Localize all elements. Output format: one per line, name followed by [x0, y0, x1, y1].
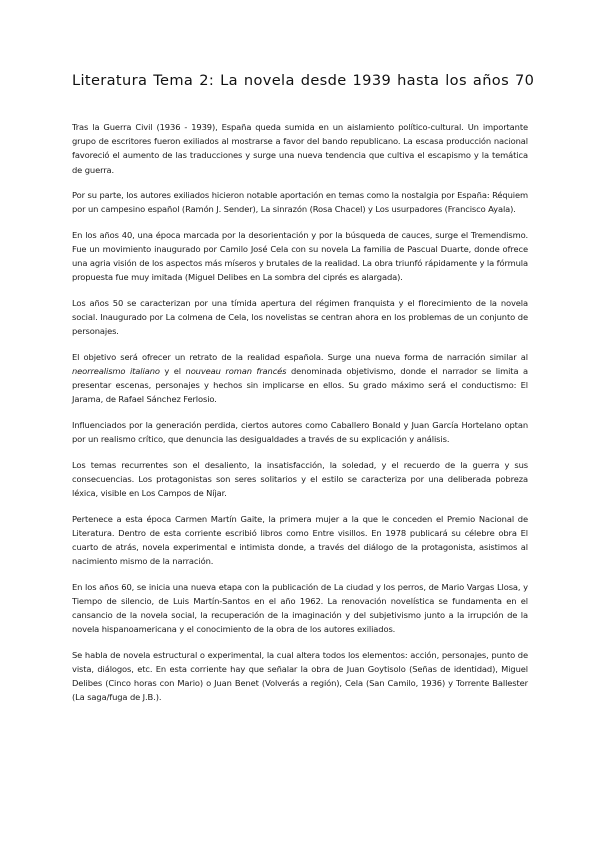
text-run: y el	[159, 366, 186, 377]
paragraph	[72, 228, 528, 285]
text-run: Por su parte, los autores exiliados hicieron notable aportación en temas como la nostalgia por España: Réquiem por un campesino español (Ramón J. Sender), La sinrazón (Rosa Chacel) y Los usurpadores (Francisco Ayala).	[72, 190, 528, 215]
paragraph	[72, 648, 528, 705]
paragraph	[72, 350, 528, 407]
text-run: Los temas recurrentes son el desaliento, la insatisfacción, la soledad, y el recuerdo de la guerra y sus consecuencias. Los protagonistas son seres solitarios y el estilo se caracteriza por una deliberada pobreza léxica, visible en Los Campos de Níjar.	[72, 459, 528, 499]
italic-text-run: neorrealismo italiano	[72, 366, 160, 377]
text-run: Los años 50 se caracterizan por una tímida apertura del régimen franquista y el florecimiento de la novela social. Inaugurado por La colmena de Cela, los novelistas se centran ahora en los problemas de un conjunto de personajes.	[72, 297, 528, 337]
paragraph	[72, 458, 528, 501]
text-run: denominada objetivismo, donde el narrador se limita a presentar escenas, personajes y hechos sin implicarse en ellos. Su grado máximo será el conductismo: El Jarama, de Rafael Sánchez Ferlosio.	[72, 366, 528, 405]
text-run: Se habla de novela estructural o experimental, la cual altera todos los elementos: acción, personajes, punto de vista, diálogos, etc. En esta corriente hay que señalar la obra de Juan Goytisolo (Señas de identidad), Miguel Delibes (Cinco horas con Mario) o Juan Benet (Volverás a región), Cela (San Camilo, 1936) y Torrente Ballester (La saga/fuga de J.B.).	[72, 649, 528, 703]
text-run: Pertenece a esta época Carmen Martín Gaite, la primera mujer a la que le conceden el Premio Nacional de Literatura. Dentro de esta corriente escribió libros como Entre visillos. En 1978 publicará su célebre obra El cuarto de atrás, novela experimental e intimista donde, a través del diálogo de la protagonista, asistimos al nacimiento mismo de la narración.	[72, 513, 528, 567]
document-body	[72, 120, 528, 716]
text-run: En los años 60, se inicia una nueva etapa con la publicación de La ciudad y los perros, de Mario Vargas Llosa, y Tiempo de silencio, de Luis Martín-Santos en el año 1962. La renovación novelística se fundamenta en el cansancio de la novela social, la recuperación de la imaginación y del subjetivismo junto a la irrupción de la novela hispanoamericana y el conocimiento de la obra de los autores exiliados.	[72, 581, 528, 635]
paragraph	[72, 418, 528, 446]
italic-text-run: nouveau roman francés	[185, 366, 287, 377]
paragraph	[72, 512, 528, 569]
text-run: Influenciados por la generación perdida, ciertos autores como Caballero Bonald y Juan García Hortelano optan por un realismo crítico, que denuncia las desigualdades a través de su explicación y análisis.	[72, 419, 528, 445]
paragraph	[72, 188, 528, 216]
text-run: En los años 40, una época marcada por la desorientación y por la búsqueda de cauces, surge el Tremendismo. Fue un movimiento inaugurado por Camilo José Cela con su novela La familia de Pascual Duarte, donde ofrece una agria visión de los aspectos más míseros y brutales de la realidad. La obra triunfó rápidamente y la fórmula propuesta fue muy imitada (Miguel Delibes en La sombra del ciprés es alargada).	[72, 229, 528, 283]
paragraph	[72, 120, 528, 177]
text-run: El objetivo será ofrecer un retrato de la realidad española. Surge una nueva forma de narración similar al	[72, 351, 528, 362]
paragraph	[72, 580, 528, 637]
text-run: Tras la Guerra Civil (1936 - 1939), España queda sumida en un aislamiento político-cultural. Un importante grupo de escritores fueron exiliados al mostrarse a favor del bando republicano. La escasa producción nacional favoreció el aumento de las traducciones y surge una nueva tendencia que cultiva el escapismo y la temática de guerra.	[72, 122, 528, 175]
document-title: Literatura Tema 2: La novela desde 1939 hasta los años 70	[72, 72, 535, 89]
paragraph	[72, 296, 528, 339]
